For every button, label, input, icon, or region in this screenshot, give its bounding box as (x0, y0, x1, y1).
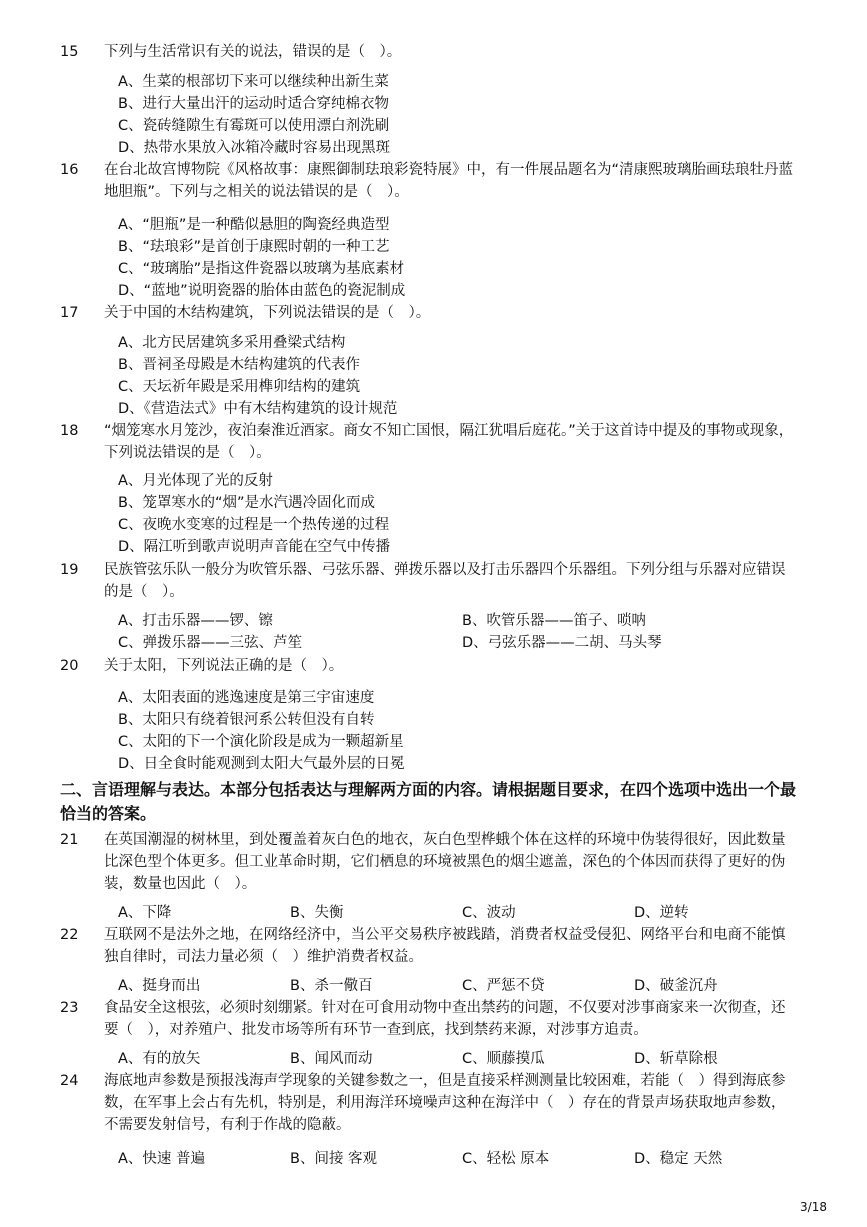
option-c: C、瓷砖缝隙生有霉斑可以使用漂白剂洗刷 (118, 118, 390, 134)
option-b: B、间接 客观 (290, 1151, 378, 1167)
question-number: 24 (60, 1073, 79, 1089)
question-stem: 食品安全这根弦，必须时刻绷紧。针对在可食用动物中查出禁药的问题，不仅要对涉事商家来一次彻查，还要（ ），对养殖户、批发市场等所有环节一查到底，找到禁药来源，对涉事方追责。 (104, 1000, 786, 1038)
option-a: A、有的放矢 (118, 1051, 201, 1067)
section-heading: 二、言语理解与表达。本部分包括表达与理解两方面的内容。请根据题目要求，在四个选项中选出一个最恰当的答案。 (60, 780, 797, 823)
option-d: D、隔江听到歌声说明声音能在空气中传播 (118, 539, 391, 555)
question-stem: 在台北故宫博物院《风格故事：康熙御制珐琅彩瓷特展》中，有一件展品题名为“清康熙玻璃胎画珐琅牡丹蓝地胆瓶”。下列与之相关的说法错误的是（ ）。 (104, 162, 794, 200)
option-d: D、弓弦乐器——二胡、马头琴 (462, 635, 662, 651)
option-d: D、斩草除根 (634, 1051, 718, 1067)
option-b: B、吹管乐器——笛子、唢呐 (462, 613, 646, 629)
option-d: D、稳定 天然 (634, 1151, 723, 1167)
option-d: D、《营造法式》中有木结构建筑的设计规范 (118, 401, 398, 417)
option-c: C、顺藤摸瓜 (462, 1051, 545, 1067)
option-d: D、破釜沉舟 (634, 978, 718, 994)
option-d: D、热带水果放入冰箱冷藏时容易出现黑斑 (118, 140, 391, 156)
option-a: A、快速 普遍 (118, 1151, 206, 1167)
option-list (118, 902, 808, 924)
option-list (118, 214, 808, 302)
option-b: B、闻风而动 (290, 1051, 373, 1067)
option-c: C、弹拨乐器——三弦、芦笙 (118, 635, 303, 651)
option-a: A、生菜的根部切下来可以继续种出新生菜 (118, 74, 389, 90)
option-c: C、太阳的下一个演化阶段是成为一颗超新星 (118, 734, 404, 750)
option-b: B、晋祠圣母殿是木结构建筑的代表作 (118, 357, 360, 373)
question-number: 23 (60, 1000, 79, 1016)
option-b: B、“珐琅彩”是首创于康熙时朝的一种工艺 (118, 239, 390, 255)
option-list (118, 1148, 808, 1170)
page-number: 3/18 (800, 1200, 827, 1214)
option-list (118, 332, 808, 420)
question-stem: 下列与生活常识有关的说法，错误的是（ ）。 (104, 44, 402, 60)
option-c: C、严惩不贷 (462, 978, 545, 994)
question-number: 18 (60, 423, 79, 439)
question-number: 19 (60, 562, 79, 578)
option-list (118, 71, 808, 159)
option-c: C、“玻璃胎”是指这件瓷器以玻璃为基底素材 (118, 261, 405, 277)
option-a: A、月光体现了光的反射 (118, 473, 273, 489)
option-a: A、挺身而出 (118, 978, 201, 994)
option-a: A、北方民居建筑多采用叠梁式结构 (118, 335, 346, 351)
option-list (118, 975, 808, 997)
question-number: 17 (60, 305, 79, 321)
option-b: B、笼罩寒水的“烟”是水汽遇冷固化而成 (118, 495, 375, 511)
option-list (118, 687, 808, 775)
option-a: A、下降 (118, 905, 172, 921)
option-d: D、“蓝地”说明瓷器的胎体由蓝色的瓷泥制成 (118, 283, 406, 299)
option-b: B、杀一儆百 (290, 978, 373, 994)
question-stem: 民族管弦乐队一般分为吹管乐器、弓弦乐器、弹拨乐器以及打击乐器四个乐器组。下列分组与乐器对应错误的是（ ）。 (104, 562, 786, 600)
question-number: 21 (60, 832, 79, 848)
question-stem: 互联网不是法外之地，在网络经济中，当公平交易秩序被践踏，消费者权益受侵犯、网络平台和电商不能慎独自律时，司法力量必须（ ）维护消费者权益。 (104, 927, 786, 965)
option-b: B、失衡 (290, 905, 344, 921)
option-b: B、进行大量出汗的运动时适合穿纯棉衣物 (118, 96, 389, 112)
option-c: C、天坛祈年殿是采用榫卯结构的建筑 (118, 379, 361, 395)
option-c: C、夜晚水变寒的过程是一个热传递的过程 (118, 517, 390, 533)
option-list (118, 1048, 808, 1070)
question-number: 16 (60, 162, 79, 178)
option-c: C、轻松 原本 (462, 1151, 550, 1167)
option-d: D、逆转 (634, 905, 689, 921)
option-list (118, 610, 808, 654)
question-stem: “烟笼寒水月笼沙，夜泊秦淮近酒家。商女不知亡国恨，隔江犹唱后庭花。”关于这首诗中提及的事物或现象，下列说法错误的是（ ）。 (104, 423, 794, 461)
option-a: A、太阳表面的逃逸速度是第三宇宙速度 (118, 690, 375, 706)
question-stem: 关于太阳，下列说法正确的是（ ）。 (104, 658, 344, 674)
question-number: 15 (60, 44, 79, 60)
option-a: A、打击乐器——锣、镲 (118, 613, 273, 629)
option-a: A、“胆瓶”是一种酷似悬胆的陶瓷经典造型 (118, 217, 390, 233)
option-c: C、波动 (462, 905, 516, 921)
question-number: 22 (60, 927, 79, 943)
question-number: 20 (60, 658, 79, 674)
question-stem: 海底地声参数是预报浅海声学现象的关键参数之一，但是直接采样测测量比较困难，若能（ ）得到海底参数，在军事上会占有先机，特别是，利用海洋环境噪声这种在海洋中（ ）存在的背景声场获取地声参数，不需要发射信号，有利于作战的隐蔽。 (104, 1073, 786, 1133)
question-stem: 在英国潮湿的树林里，到处覆盖着灰白色的地衣，灰白色型桦蛾个体在这样的环境中伪装得很好，因此数量比深色型个体更多。但工业革命时期，它们栖息的环境被黑色的烟尘遮盖，深色的个体因而获得了更好的伪装，数量也因此（ ）。 (104, 832, 786, 892)
option-list (118, 470, 808, 558)
question-stem: 关于中国的木结构建筑，下列说法错误的是（ ）。 (104, 305, 431, 321)
option-d: D、日全食时能观测到太阳大气最外层的日冕 (118, 756, 405, 772)
option-b: B、太阳只有绕着银河系公转但没有自转 (118, 712, 375, 728)
